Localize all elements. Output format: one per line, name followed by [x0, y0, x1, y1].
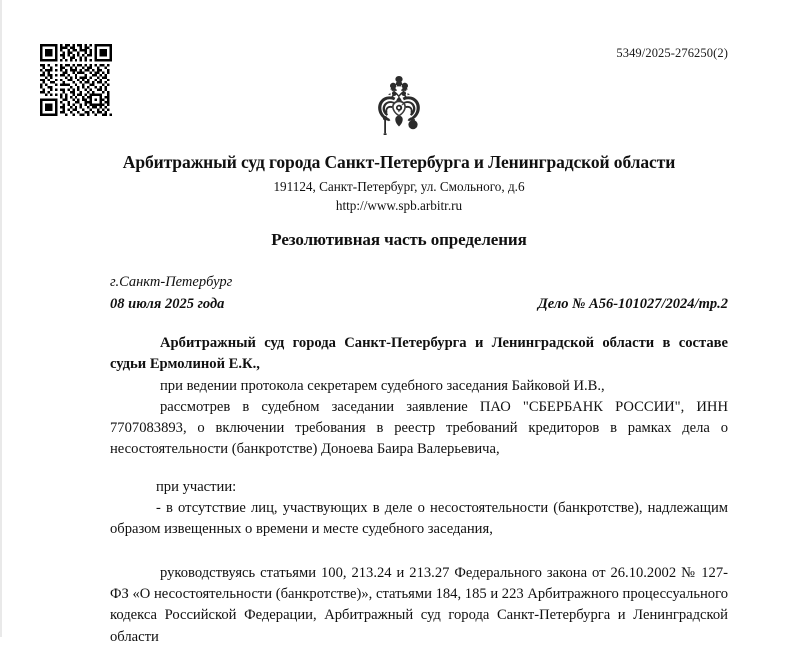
qr-code-icon — [40, 44, 112, 116]
document-title: Резолютивная часть определения — [271, 230, 527, 249]
paragraph-protocol-secretary: при ведении протокола секретарем судебного заседания Байковой И.В., — [160, 377, 605, 394]
court-address: 191124, Санкт-Петербург, ул. Смольного, д.6 — [273, 178, 525, 194]
paragraph-claim-subject: рассмотрев в судебном заседании заявление ПАО "СБЕРБАНК РОССИИ", ИНН 7707083893, о включении требования в реестр требований кредиторов в рамках дела о несостоятельности (банкротстве) Доноева Баира Валерьевича, — [110, 398, 728, 458]
issue-date: 08 июля 2025 года — [110, 295, 225, 312]
court-name: Арбитражный суд города Санкт-Петербурга и Ленинградской области — [122, 152, 676, 172]
body-spacer-1 — [110, 461, 728, 477]
court-website-url: http://www.spb.arbitr.ru — [335, 197, 463, 213]
paragraph-participation-label: при участии: — [156, 478, 237, 495]
paragraph-participation-note: - в отсутствие лиц, участвующих в деле о несостоятельности (банкротстве), надлежащим образом извещенных о времени и месте судебного заседания, — [110, 500, 728, 538]
paragraph-legal-basis: руководствуясь статьями 100, 213.24 и 213.27 Федерального закона от 26.10.2002 № 127-ФЗ «О несостоятельности (банкротстве)», статьями 184, 185 и 223 Арбитражного процессуального кодекса Российской Федерации, Арбитражный суд города Санкт-Петербурга и Ленинградской области — [110, 564, 728, 645]
document-number: 5349/2025-276250(2) — [616, 46, 728, 60]
court-header — [2, 152, 796, 215]
russian-coat-of-arms-icon — [368, 76, 430, 142]
document-top-band — [2, 0, 796, 150]
meta-row-city — [110, 272, 728, 294]
document-body — [110, 333, 728, 648]
body-spacer-2 — [110, 541, 728, 563]
meta-row-date-case — [110, 294, 728, 316]
document-meta — [110, 272, 728, 316]
place-of-issue: г.Санкт-Петербург — [110, 274, 233, 290]
case-number: Дело № А56-101027/2024/тр.2 — [537, 295, 728, 312]
paragraph-court-composition: Арбитражный суд города Санкт-Петербурга и Ленинградской области в составе судьи Ермолиной Е.К., — [110, 335, 728, 373]
